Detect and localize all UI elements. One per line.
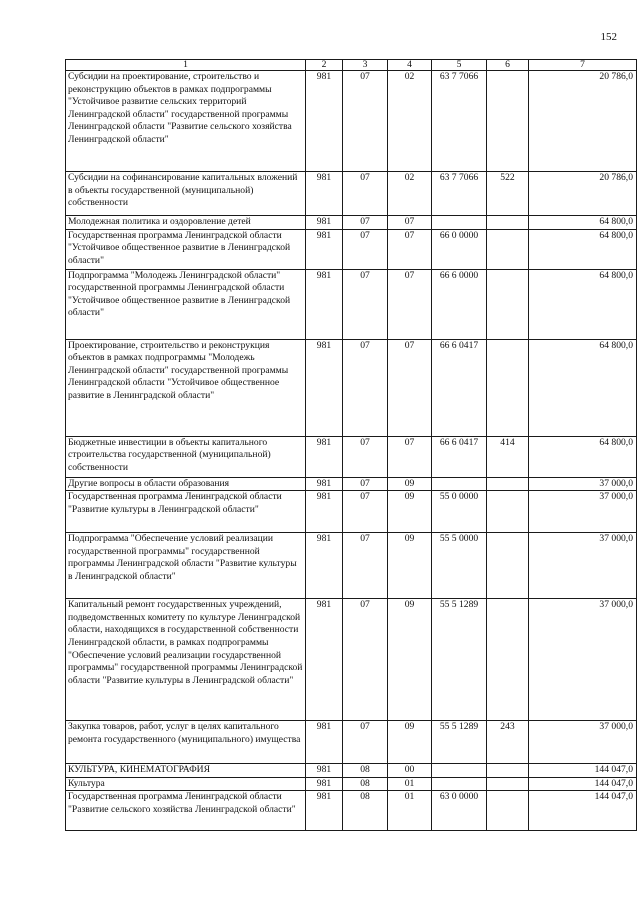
row-expense-type [487,229,529,269]
row-amount: 37 000,0 [529,477,637,491]
row-section-code: 07 [343,721,388,764]
row-name: Подпрограмма "Молодежь Ленинградской области" государственной программы Ленинградской области "Устойчивое общественное развитие в Ленинградской области" [66,269,306,339]
row-name: КУЛЬТУРА, КИНЕМАТОГРАФИЯ [66,764,306,778]
row-expense-type [487,533,529,599]
table-header [66,60,637,71]
row-expense-type [487,599,529,721]
table-row [66,599,637,721]
row-section-code: 07 [343,533,388,599]
row-section-code: 07 [343,491,388,533]
row-section-code: 07 [343,339,388,436]
table-row [66,791,637,831]
row-name: Другие вопросы в области образования [66,477,306,491]
row-ministry-code: 981 [306,491,343,533]
row-expense-type: 414 [487,436,529,477]
row-expense-type [487,491,529,533]
row-target-article: 66 6 0417 [432,436,487,477]
header-cell: 2 [306,60,343,71]
table-row [66,764,637,778]
row-ministry-code: 981 [306,599,343,721]
row-ministry-code: 981 [306,764,343,778]
row-ministry-code: 981 [306,533,343,599]
row-subsection-code: 09 [388,599,432,721]
header-cell: 6 [487,60,529,71]
row-expense-type [487,477,529,491]
row-ministry-code: 981 [306,791,343,831]
row-amount: 20 786,0 [529,172,637,216]
header-cell: 3 [343,60,388,71]
row-target-article: 66 0 0000 [432,229,487,269]
row-name: Государственная программа Ленинградской области "Развитие сельского хозяйства Ленинградской области" [66,791,306,831]
row-ministry-code: 981 [306,777,343,791]
row-name: Государственная программа Ленинградской области "Устойчивое общественное развитие в Ленинградской области" [66,229,306,269]
row-amount: 37 000,0 [529,721,637,764]
table-row [66,491,637,533]
row-amount: 64 800,0 [529,229,637,269]
table-row [66,229,637,269]
row-target-article: 55 5 1289 [432,599,487,721]
row-subsection-code: 07 [388,269,432,339]
row-section-code: 07 [343,71,388,172]
row-expense-type [487,339,529,436]
row-ministry-code: 981 [306,339,343,436]
row-target-article: 63 7 7066 [432,172,487,216]
row-section-code: 08 [343,777,388,791]
row-subsection-code: 09 [388,491,432,533]
row-target-article: 63 7 7066 [432,71,487,172]
row-amount: 64 800,0 [529,436,637,477]
row-name: Государственная программа Ленинградской области "Развитие культуры в Ленинградской области" [66,491,306,533]
table-row [66,71,637,172]
row-section-code: 07 [343,216,388,230]
row-subsection-code: 09 [388,721,432,764]
row-expense-type [487,269,529,339]
header-cell: 5 [432,60,487,71]
row-target-article: 55 5 1289 [432,721,487,764]
row-target-article [432,216,487,230]
row-target-article: 55 0 0000 [432,491,487,533]
row-name: Субсидии на проектирование, строительство и реконструкцию объектов в рамках подпрограммы "Устойчивое развитие сельских территорий Ленинградской области" государственной программы Ленинградской области "Развитие сельского хозяйства Ленинградской области" [66,71,306,172]
row-expense-type [487,764,529,778]
row-subsection-code: 02 [388,71,432,172]
row-section-code: 08 [343,791,388,831]
row-expense-type: 243 [487,721,529,764]
row-subsection-code: 07 [388,216,432,230]
table-row [66,216,637,230]
row-section-code: 07 [343,436,388,477]
row-target-article: 63 0 0000 [432,791,487,831]
row-subsection-code: 07 [388,436,432,477]
header-cell: 1 [66,60,306,71]
header-cell: 7 [529,60,637,71]
table-row [66,339,637,436]
row-subsection-code: 07 [388,229,432,269]
budget-table [65,59,637,831]
table-row [66,269,637,339]
row-name: Проектирование, строительство и реконструкция объектов в рамках подпрограммы "Молодежь Ленинградской области" государственной программы Ленинградской области "Устойчивое общественное развитие в Ленинградской области" [66,339,306,436]
row-target-article: 55 5 0000 [432,533,487,599]
row-name: Субсидии на софинансирование капитальных вложений в объекты государственной (муниципальной) собственности [66,172,306,216]
row-name: Подпрограмма "Обеспечение условий реализации государственной программы" государственной программы Ленинградской области "Развитие культуры в Ленинградской области" [66,533,306,599]
table-row [66,533,637,599]
page-number: 152 [600,31,617,43]
row-target-article: 66 6 0000 [432,269,487,339]
row-name: Молодежная политика и оздоровление детей [66,216,306,230]
row-subsection-code: 00 [388,764,432,778]
row-subsection-code: 02 [388,172,432,216]
row-amount: 37 000,0 [529,599,637,721]
row-amount: 144 047,0 [529,777,637,791]
row-expense-type [487,216,529,230]
row-amount: 144 047,0 [529,764,637,778]
table-row [66,721,637,764]
row-ministry-code: 981 [306,269,343,339]
row-target-article [432,764,487,778]
row-subsection-code: 09 [388,477,432,491]
row-name: Культура [66,777,306,791]
row-amount: 37 000,0 [529,533,637,599]
row-section-code: 07 [343,477,388,491]
row-section-code: 07 [343,172,388,216]
row-subsection-code: 07 [388,339,432,436]
row-subsection-code: 09 [388,533,432,599]
row-ministry-code: 981 [306,172,343,216]
row-ministry-code: 981 [306,436,343,477]
table-row [66,777,637,791]
row-amount: 64 800,0 [529,216,637,230]
row-section-code: 07 [343,269,388,339]
row-amount: 64 800,0 [529,339,637,436]
table-row [66,477,637,491]
row-expense-type [487,71,529,172]
header-cell: 4 [388,60,432,71]
row-ministry-code: 981 [306,477,343,491]
row-section-code: 08 [343,764,388,778]
row-name: Капитальный ремонт государственных учреждений, подведомственных комитету по культуре Ленинградской области, находящихся в государственной собственности Ленинградской области, в рамках подпрограммы "Обеспечение условий реализации государственной программы" государственной программы Ленинградской области "Развитие культуры в Ленинградской области" [66,599,306,721]
row-expense-type [487,777,529,791]
row-amount: 144 047,0 [529,791,637,831]
row-ministry-code: 981 [306,71,343,172]
row-subsection-code: 01 [388,791,432,831]
row-section-code: 07 [343,599,388,721]
row-amount: 20 786,0 [529,71,637,172]
row-name: Закупка товаров, работ, услуг в целях капитального ремонта государственного (муниципального) имущества [66,721,306,764]
row-amount: 64 800,0 [529,269,637,339]
row-target-article [432,477,487,491]
row-expense-type: 522 [487,172,529,216]
row-target-article [432,777,487,791]
row-section-code: 07 [343,229,388,269]
table-row [66,436,637,477]
row-name: Бюджетные инвестиции в объекты капитального строительства государственной (муниципальной) собственности [66,436,306,477]
row-ministry-code: 981 [306,721,343,764]
row-target-article: 66 6 0417 [432,339,487,436]
row-expense-type [487,791,529,831]
row-subsection-code: 01 [388,777,432,791]
table-row [66,172,637,216]
row-ministry-code: 981 [306,229,343,269]
row-amount: 37 000,0 [529,491,637,533]
row-ministry-code: 981 [306,216,343,230]
